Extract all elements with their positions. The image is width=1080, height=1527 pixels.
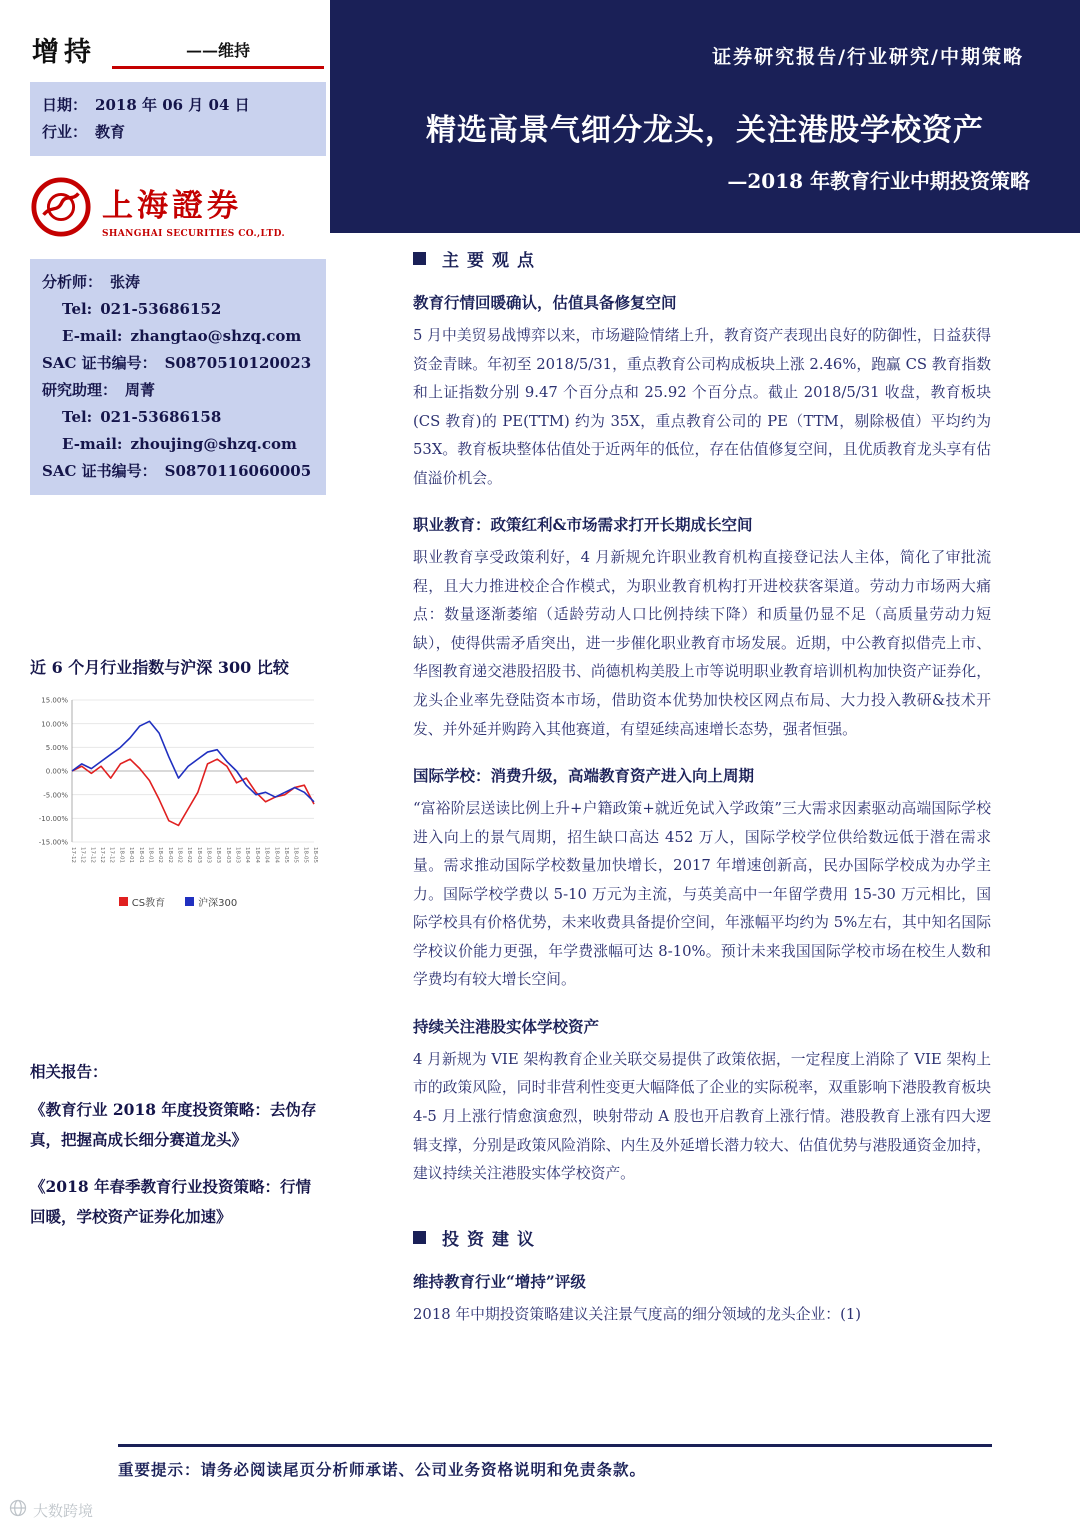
section-title: 投资建议 (442, 1229, 542, 1250)
date-label: 日期： (42, 96, 88, 114)
view-block-2 (413, 513, 991, 744)
sac-value: S0870510120023 (164, 354, 312, 372)
assistant-row (42, 377, 314, 404)
assistant-tel-row (42, 404, 314, 431)
important-notice: 重要提示：请务必阅读尾页分析师承诺、公司业务资格说明和免责条款。 (118, 1460, 647, 1479)
globe-icon (8, 1498, 28, 1522)
related-report-item: 《2018 年春季教育行业投资策略：行情回暖，学校资产证券化加速》 (30, 1176, 312, 1226)
svg-text:18-05: 18-05 (312, 847, 318, 863)
email-label: E-mail: (62, 327, 123, 345)
logo-name-cn: 上海證券 (102, 187, 242, 224)
legend-chip-blue (185, 897, 194, 906)
tel-label: Tel: (62, 300, 93, 318)
analyst-name: 张涛 (110, 273, 141, 291)
block-body: 5 月中美贸易战博弈以来，市场避险情绪上升，教育资产表现出良好的防御性，日益获得资金青睐。年初至 2018/5/31，重点教育公司构成板块上涨 2.46%，跑赢 CS 教育指数和上证指数分别 9.47 个百分点和 25.92 个百分点。截止 2018/5/31 收盘，教育板块(CS 教育)的 PE(TTM) 约为 35X，重点教育公司的 PE（TTM，剔除极值）平均约为 53X。教育板块整体估值处于近两年的低位，存在估值修复空间，且优质教育龙头享有估值溢价机会。 (413, 327, 991, 487)
related-reports-title: 相关报告： (30, 1062, 108, 1081)
related-reports (30, 1057, 326, 1232)
svg-text:17-12: 17-12 (89, 847, 96, 863)
svg-text:18-02: 18-02 (157, 847, 164, 863)
svg-text:18-05: 18-05 (302, 847, 309, 863)
analyst-sac-row (42, 350, 314, 377)
svg-text:18-01: 18-01 (137, 847, 144, 863)
square-bullet-icon (413, 1231, 426, 1244)
advice-heading: 维持教育行业“增持”评级 (413, 1271, 586, 1291)
report-title: 精选高景气细分龙头，关注港股学校资产 (426, 113, 984, 148)
assistant-name: 周菁 (125, 381, 156, 399)
sac-label: SAC 证书编号： (42, 462, 157, 480)
svg-text:18-02: 18-02 (166, 847, 173, 863)
email-value: zhoujing@shzq.com (130, 435, 297, 453)
report-subtitle: —2018 年教育行业中期投资策略 (727, 169, 1030, 193)
advice-body: 2018 年中期投资策略建议关注景气度高的细分领域的龙头企业：(1) (413, 1305, 862, 1323)
svg-text:18-03: 18-03 (224, 847, 231, 863)
analyst-box (30, 259, 326, 495)
assistant-sac-row (42, 458, 314, 485)
svg-text:18-01: 18-01 (118, 847, 125, 863)
chart-legend (30, 894, 326, 909)
related-report-item: 《教育行业 2018 年度投资策略：去伪存真，把握高成长细分赛道龙头》 (30, 1100, 317, 1150)
analyst-email-row (42, 323, 314, 350)
tel-value: 021-53686152 (100, 300, 222, 318)
svg-text:18-04: 18-04 (253, 847, 260, 863)
block-heading: 教育行情回暖确认，估值具备修复空间 (413, 293, 677, 312)
legend-entry-cs-edu (119, 894, 165, 909)
main-content (413, 244, 991, 1329)
block-heading: 持续关注港股实体学校资产 (413, 1016, 600, 1036)
date-row (42, 92, 314, 119)
svg-text:18-04: 18-04 (263, 847, 270, 863)
svg-text:17-12: 17-12 (99, 847, 106, 863)
industry-label: 行业： (42, 123, 88, 141)
analyst-label: 分析师： (42, 273, 103, 291)
sac-label: SAC 证书编号： (42, 354, 157, 372)
legend-entry-hs300 (185, 894, 237, 909)
shanghai-securities-emblem-icon (30, 176, 92, 242)
block-body: “富裕阶层送读比例上升+户籍政策+就近免试入学政策”三大需求因素驱动高端国际学校进入向上的景气周期，招生缺口高达 452 万人，国际学校学位供给数远低于潜在需求量。需求推动国际学校数量加快增长，2017 年增速创新高，民办国际学校成为办学主力。国际学校学费以 5-10 万元为主流，与英美高中一年留学费用 15-30 万元相比，国际学校具有价格优势，未来收费具备提价空间，年涨幅平均约为 5%左右，其中知名国际学校议价能力更强，年学费涨幅可达 8-10%。预计未来我国国际学校市场在校生人数和学费均有较大增长空间。 (413, 800, 991, 989)
date-value: 2018 年 06 月 04 日 (95, 96, 250, 114)
svg-text:18-04: 18-04 (244, 847, 251, 863)
svg-text:5.00%: 5.00% (45, 743, 68, 752)
assistant-label: 研究助理： (42, 381, 118, 399)
industry-row (42, 119, 314, 146)
svg-text:18-01: 18-01 (128, 847, 135, 863)
report-category: 证券研究报告/行业研究/中期策略 (712, 46, 1024, 68)
analyst-row (42, 269, 314, 296)
shanghai-securities-logo (30, 172, 326, 246)
legend-label: 沪深300 (198, 898, 238, 909)
svg-text:18-01: 18-01 (147, 847, 154, 863)
email-label: E-mail: (62, 435, 123, 453)
svg-text:18-05: 18-05 (292, 847, 299, 863)
rating-value: 增持 (32, 37, 96, 68)
analyst-tel-row (42, 296, 314, 323)
block-heading: 职业教育：政策红利&市场需求打开长期成长空间 (413, 515, 753, 535)
svg-text:18-03: 18-03 (215, 847, 222, 863)
legend-chip-red (119, 897, 128, 906)
svg-text:10.00%: 10.00% (41, 720, 68, 729)
logo-name-en: SHANGHAI SECURITIES CO.,LTD. (102, 228, 286, 239)
section-head (413, 1225, 991, 1250)
tel-label: Tel: (62, 408, 93, 426)
block-heading: 国际学校：消费升级，高端教育资产进入向上周期 (413, 766, 755, 786)
watermark (8, 1498, 93, 1522)
svg-text:-5.00%: -5.00% (43, 791, 68, 800)
section-title: 主要观点 (442, 251, 542, 271)
block-body: 职业教育享受政策利好，4 月新规允许职业教育机构直接登记法人主体，简化了审批流程，且大力推进校企合作模式，为职业教育机构打开进校获客渠道。劳动力市场两大痛点：数量逐渐萎缩（适龄劳动人口比例持续下降）和质量仍显不足（高质量劳动力短缺），使得供需矛盾突出，进一步催化职业教育市场发展。近期，中公教育拟借壳上市、华图教育递交港股招股书、尚德机构美股上市等说明职业教育培训机构加快资产证券化，龙头企业率先登陆资本市场，借助资本优势加快校区网点布局、大力投入教研&技术开发、并外延并购跨入其他赛道，有望延续高速增长态势，强者恒强。 (413, 549, 991, 738)
email-value: zhangtao@shzq.com (130, 327, 302, 345)
legend-label: CS教育 (131, 898, 166, 909)
date-industry-box (30, 82, 326, 156)
svg-text:18-03: 18-03 (195, 847, 202, 863)
square-bullet-icon (413, 252, 426, 265)
svg-text:0.00%: 0.00% (45, 767, 68, 776)
section-main-views (413, 246, 991, 271)
logo-text (102, 180, 285, 239)
header-band (330, 0, 1080, 233)
assistant-email-row (42, 431, 314, 458)
svg-text:17-12: 17-12 (108, 847, 115, 863)
svg-text:18-02: 18-02 (176, 847, 183, 863)
view-block-1 (413, 291, 991, 493)
footer (118, 1444, 992, 1480)
industry-index-chart (30, 655, 326, 909)
svg-text:18-03: 18-03 (234, 847, 241, 863)
svg-text:-15.00%: -15.00% (38, 838, 68, 847)
chart-title: 近 6 个月行业指数与沪深 300 比较 (30, 658, 289, 677)
svg-text:17-12: 17-12 (79, 847, 86, 863)
line-chart-canvas (30, 690, 320, 890)
tel-value: 021-53686158 (100, 408, 222, 426)
view-block-3 (413, 764, 991, 995)
svg-text:17-12: 17-12 (70, 847, 76, 863)
svg-text:18-04: 18-04 (273, 847, 280, 863)
watermark-text: 大数跨境 (33, 1501, 94, 1520)
block-body: 4 月新规为 VIE 架构教育企业关联交易提供了政策依据，一定程度上消除了 VIE 架构上市的政策风险，同时非营利性变更大幅降低了企业的实际税率，双重影响下港股教育板块 4-5 月上涨行情愈演愈烈，映射带动 A 股也开启教育上涨行情。港股教育上涨有四大逻辑支撑，分别是政策风险消除、内生及外延增长潜力较大、估值优势与港股通资金加持，建议持续关注港股实体学校资产。 (413, 1050, 991, 1183)
view-block-4 (413, 1015, 991, 1189)
svg-text:18-02: 18-02 (186, 847, 193, 863)
rating-note: ——维持 (112, 38, 324, 69)
sac-value: S0870116060005 (164, 462, 312, 480)
section-investment-advice (413, 1225, 991, 1330)
rating-row (30, 30, 326, 69)
svg-text:15.00%: 15.00% (41, 696, 68, 705)
svg-text:18-03: 18-03 (205, 847, 212, 863)
svg-text:18-05: 18-05 (282, 847, 289, 863)
svg-text:-10.00%: -10.00% (38, 814, 68, 823)
sidebar (30, 30, 326, 1248)
industry-value: 教育 (95, 123, 126, 141)
